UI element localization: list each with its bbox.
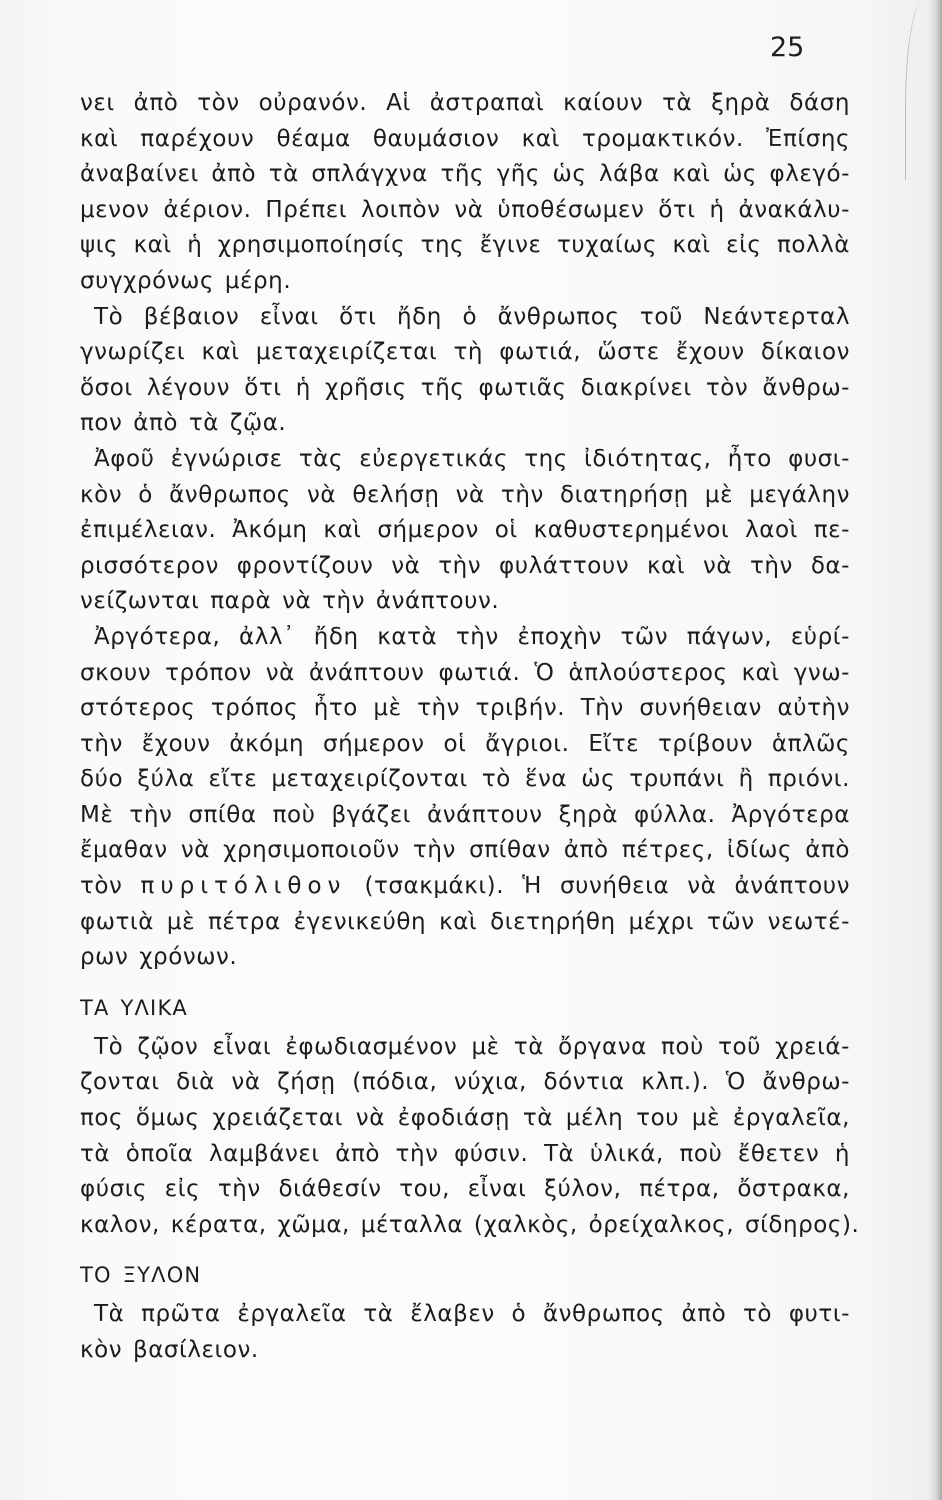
text-line: καλον, κέρατα, χῶμα, μέταλλα (χαλκὸς, ὀρείχαλκος, σίδηρος). — [80, 1211, 860, 1238]
text-line: Μὲ τὴν σπίθα ποὺ βγάζει ἀνάπτουν ξηρὰ φύλλα. Ἀργότερα — [80, 801, 850, 828]
body-text — [80, 86, 860, 1369]
text-line: τὴν ἔχουν ἀκόμη σήμερον οἱ ἄγριοι. Εἴτε τρίβουν ἁπλῶς — [80, 730, 850, 757]
text-line-flint — [80, 869, 850, 905]
text-line: φύσις εἰς τὴν διάθεσίν του, εἶναι ξύλον, πέτρα, ὄστρακα, — [80, 1176, 850, 1203]
spaced-term-flint: πυριτόλιθον — [140, 873, 347, 900]
paragraph-materials — [80, 1030, 860, 1244]
text-fragment: τὸν — [80, 873, 123, 900]
text-fragment: (τσακμάκι). Ἡ συνήθεια νὰ ἀνάπτουν — [364, 873, 850, 900]
text-line: ψις καὶ ἡ χρησιμοποίησίς της ἔγινε τυχαίως καὶ εἰς πολλὰ — [80, 232, 850, 259]
text-line: ὅσοι λέγουν ὅτι ἡ χρῆσις τῆς φωτιᾶς διακρίνει τὸν ἄνθρω- — [80, 374, 850, 401]
text-line: συγχρόνως μέρη. — [80, 267, 292, 294]
paragraph-fire-origin — [80, 86, 850, 300]
section-heading-materials: ΤΑ ΥΛΙΚΑ — [80, 995, 188, 1020]
text-line: νει ἀπὸ τὸν οὐρανόν. Αἱ ἀστραπαὶ καίουν τὰ ξηρὰ δάση — [80, 90, 850, 116]
paragraph-wood — [80, 1297, 850, 1368]
text-line: δύο ξύλα εἴτε μεταχειρίζονται τὸ ἕνα ὡς τρυπάνι ἢ πριόνι. — [80, 766, 850, 793]
text-line: ρων χρόνων. — [80, 944, 238, 971]
text-line: φωτιὰ μὲ πέτρα ἐγενικεύθη καὶ διετηρήθη μέχρι τῶν νεωτέ- — [80, 908, 850, 935]
paragraph-neanderthal — [80, 300, 850, 442]
page-number: 25 — [770, 32, 805, 63]
section-heading-wood: ΤΟ ΞΥΛΟΝ — [80, 1263, 202, 1288]
text-line: ἔμαθαν νὰ χρησιμοποιοῦν τὴν σπίθαν ἀπὸ πέτρες, ἰδίως ἀπὸ — [80, 837, 850, 864]
text-line: τὰ ὁποῖα λαμβάνει ἀπὸ τὴν φύσιν. Τὰ ὑλικά, ποὺ ἔθετεν ἡ — [80, 1140, 850, 1167]
text-line: πος ὅμως χρειάζεται νὰ ἐφοδιάσῃ τὰ μέλη του μὲ ἐργαλεῖα, — [80, 1105, 850, 1132]
page-edge-shadow — [928, 0, 942, 1500]
text-line: κὸν ὁ ἄνθρωπος νὰ θελήσῃ νὰ τὴν διατηρήσῃ μὲ μεγάλην — [80, 481, 850, 508]
text-line: σκουν τρόπον νὰ ἀνάπτουν φωτιά. Ὁ ἁπλούστερος καὶ γνω- — [80, 659, 850, 686]
text-line: μενον ἀέριον. Πρέπει λοιπὸν νὰ ὑποθέσωμεν ὅτι ἡ ἀνακάλυ- — [80, 196, 850, 223]
text-line: ζονται διὰ νὰ ζήσῃ (πόδια, νύχια, δόντια κλπ.). Ὁ ἄνθρω- — [80, 1069, 850, 1096]
paragraph-preserving-fire — [80, 442, 850, 620]
text-line: νείζωνται παρὰ νὰ τὴν ἀνάπτουν. — [80, 588, 500, 615]
text-line: στότερος τρόπος ἦτο μὲ τὴν τριβήν. Τὴν συνήθειαν αὐτὴν — [80, 695, 850, 722]
text-line: ρισσότερον φροντίζουν νὰ τὴν φυλάττουν καὶ νὰ τὴν δα- — [80, 552, 850, 579]
text-line: Ἀργότερα, ἀλλ᾽ ἤδη κατὰ τὴν ἐποχὴν τῶν πάγων, εὑρί- — [94, 623, 850, 650]
text-line: πον ἀπὸ τὰ ζῷα. — [80, 410, 287, 437]
text-line: ἀναβαίνει ἀπὸ τὰ σπλάγχνα τῆς γῆς ὡς λάβα καὶ ὡς φλεγό- — [80, 161, 850, 188]
text-line: Τὰ πρῶτα ἐργαλεῖα τὰ ἔλαβεν ὁ ἄνθρωπος ἀπὸ τὸ φυτι- — [94, 1301, 850, 1328]
text-line: γνωρίζει καὶ μεταχειρίζεται τὴ φωτιά, ὥστε ἔχουν δίκαιον — [80, 339, 850, 366]
paragraph-lighting-fire — [80, 620, 850, 976]
text-line: Ἀφοῦ ἐγνώρισε τὰς εὐεργετικάς της ἰδιότητας, ἦτο φυσι- — [94, 445, 850, 472]
text-line: Τὸ βέβαιον εἶναι ὅτι ἤδη ὁ ἄνθρωπος τοῦ Νεάντερταλ — [94, 303, 850, 330]
page-curl — [905, 0, 936, 180]
text-line: κὸν βασίλειον. — [80, 1337, 259, 1363]
text-line: καὶ παρέχουν θέαμα θαυμάσιον καὶ τρομακτικόν. Ἐπίσης — [80, 125, 850, 152]
text-line: Τὸ ζῷον εἶναι ἐφωδιασμένον μὲ τὰ ὄργανα ποὺ τοῦ χρειά- — [94, 1033, 850, 1060]
text-line: ἐπιμέλειαν. Ἀκόμη καὶ σήμερον οἱ καθυστερημένοι λαοὶ πε- — [80, 517, 850, 544]
